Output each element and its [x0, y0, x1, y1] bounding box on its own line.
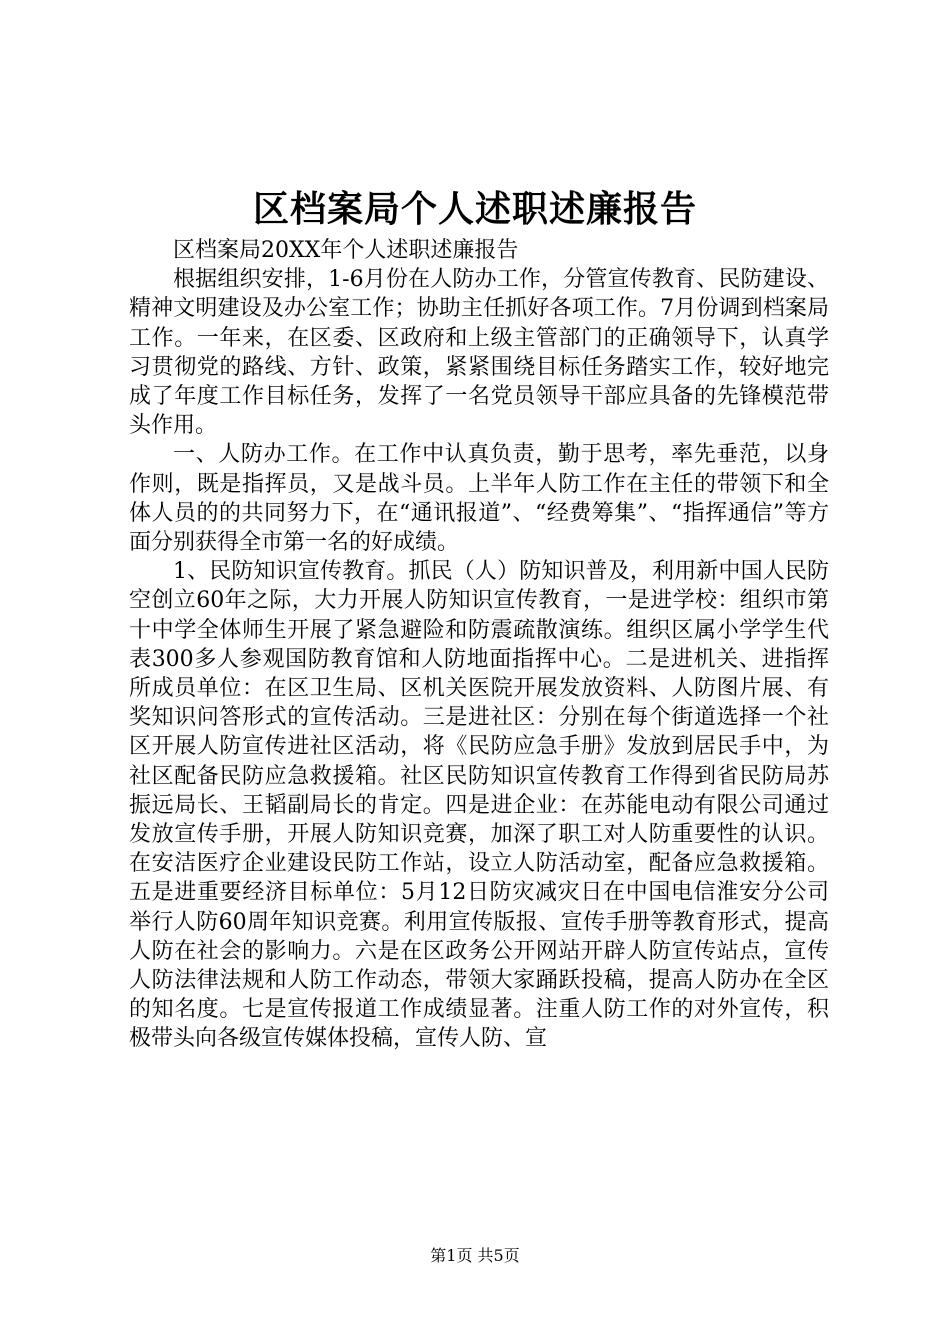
section-one-paragraph: 一、人防办工作。在工作中认真负责，勤于思考，率先垂范，以身作则，既是指挥员，又是战斗员。上半年人防工作在主任的带领下和全体人员的的共同努力下，在“通讯报道”、“经费筹集”、“指挥通信”等方面分别获得全市第一名的好成绩。	[129, 442, 829, 556]
document-title: 区档案局个人述职述廉报告	[252, 188, 697, 230]
subtitle-paragraph: 区档案局20XX年个人述职述廉报告	[173, 238, 519, 263]
page-number-footer: 第1页 共5页	[430, 1246, 520, 1265]
intro-paragraph: 根据组织安排，1-6月份在人防办工作，分管宣传教育、民防建设、精神文明建设及办公室工作；协助主任抓好各项工作。7月份调到档案局工作。一年来，在区委、区政府和上级主管部门的正确领导下，认真学习贯彻党的路线、方针、政策，紧紧围绕目标任务踏实工作，较好地完成了年度工作目标任务，发挥了一名党员领导干部应具备的先锋模范带头作用。	[129, 267, 829, 439]
document-body	[129, 236, 829, 1054]
civil-defense-education-paragraph: 1、民防知识宣传教育。抓民（人）防知识普及，利用新中国人民防空创立60年之际，大力开展人防知识宣传教育，一是进学校：组织市第十中学全体师生开展了紧急避险和防震疏散演练。组织区属小学学生代表300多人参观国防教育馆和人防地面指挥中心。二是进机关、进指挥所成员单位：在区卫生局、区机关医院开展发放资料、人防图片展、有奖知识问答形式的宣传活动。三是进社区：分别在每个街道选择一个社区开展人防宣传进社区活动，将《民防应急手册》发放到居民手中，为社区配备民防应急救援箱。社区民防知识宣传教育工作得到省民防局苏振远局长、王韬副局长的肯定。四是进企业：在苏能电动有限公司通过发放宣传手册，开展人防知识竞赛，加深了职工对人防重要性的认识。在安洁医疗企业建设民防工作站，设立人防活动室，配备应急救援箱。五是进重要经济目标单位：5月12日防灾减灾日在中国电信淮安分公司举行人防60周年知识竞赛。利用宣传版报、宣传手册等教育形式，提高人防在社会的影响力。六是在区政务公开网站开辟人防宣传站点，宣传人防法律法规和人防工作动态，带领大家踊跃投稿，提高人防办在全区的知名度。七是宣传报道工作成绩显著。注重人防工作的对外宣传，积极带头向各级宣传媒体投稿，宣传人防、宣	[129, 559, 829, 1052]
